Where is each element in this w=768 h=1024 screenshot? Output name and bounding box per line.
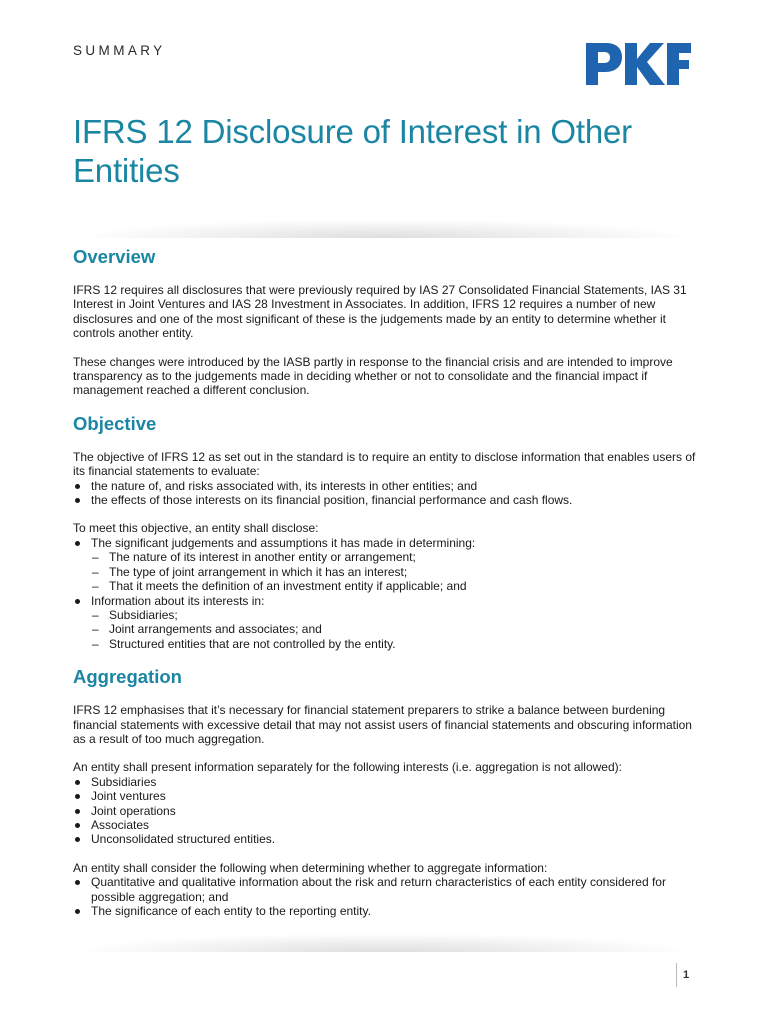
paragraph: These changes were introduced by the IASB partly in response to the financial crisis and are intended to improve transparency as to the judgements made in deciding whether or not to consolidate and the financial impact if management reached a different conclusion. (73, 354, 673, 398)
paragraph: The objective of IFRS 12 as set out in the standard is to require an entity to disclose information that enables users of its financial statements to evaluate: (73, 449, 696, 479)
bullet-list (73, 875, 698, 918)
sub-item-text: That it meets the definition of an investment entity if applicable; and (109, 579, 467, 594)
dash-icon: – (92, 550, 99, 565)
paragraph-gap (73, 746, 698, 760)
header-label: SUMMARY (73, 43, 166, 58)
bullet-dot-icon (75, 498, 80, 503)
bullet-dot-icon (75, 780, 80, 785)
section-heading: Objective (73, 412, 157, 434)
page-number: 1 (683, 969, 690, 981)
bullet-dot-icon (75, 809, 80, 814)
footer-divider-shadow (73, 930, 695, 952)
paragraph-gap (73, 847, 698, 861)
paragraph: An entity shall consider the following when determining whether to aggregate information: (73, 860, 548, 875)
sub-item (91, 637, 698, 651)
sub-list (91, 608, 698, 651)
section-gap (73, 398, 698, 411)
bullet-text: Joint operations (91, 803, 176, 818)
title-divider-shadow (73, 216, 695, 238)
bullet-text: Associates (91, 817, 150, 832)
dash-icon: – (92, 564, 99, 579)
sub-item-text: Subsidiaries; (109, 607, 178, 622)
bullet-dot-icon (75, 484, 80, 489)
bullet-dot-icon (75, 880, 80, 885)
dash-icon: – (92, 636, 99, 651)
section-heading: Aggregation (73, 666, 182, 688)
bullet-text: Unconsolidated structured entities. (91, 832, 276, 847)
bullet-item (73, 479, 698, 493)
sub-item-text: Joint arrangements and associates; and (109, 622, 322, 637)
sub-item-text: Structured entities that are not controlled by the entity. (109, 636, 396, 651)
sub-item (91, 579, 698, 593)
bullet-item (73, 804, 698, 818)
paragraph: An entity shall present information separately for the following interests (i.e. aggregation is not allowed): (73, 760, 622, 775)
sub-item-text: The nature of its interest in another entity or arrangement; (109, 550, 416, 565)
sub-list (91, 550, 698, 593)
bullet-list (73, 479, 698, 508)
dash-icon: – (92, 622, 99, 637)
sub-item (91, 608, 698, 622)
bullet-text: Quantitative and qualitative information about the risk and return characteristics of each entity considered for possible aggregation; and (91, 875, 666, 904)
bullet-item (73, 832, 698, 846)
bullet-list (73, 536, 698, 651)
sub-item (91, 565, 698, 579)
bullet-text: Joint ventures (91, 789, 166, 804)
bullet-dot-icon (75, 794, 80, 799)
document-title: IFRS 12 Disclosure of Interest in Other Entities (73, 113, 632, 189)
bullet-dot-icon (75, 909, 80, 914)
bullet-item (73, 904, 698, 918)
bullet-item (73, 775, 698, 789)
bullet-dot-icon (75, 599, 80, 604)
bullet-item (73, 493, 698, 507)
sub-item (91, 550, 698, 564)
dash-icon: – (92, 579, 99, 594)
bullet-item (73, 594, 698, 652)
bullet-item (73, 789, 698, 803)
bullet-dot-icon (75, 837, 80, 842)
page-number-rule (676, 963, 677, 987)
bullet-text: The significant judgements and assumptions it has made in determining: (91, 535, 476, 550)
heading-gap (73, 690, 698, 703)
bullet-text: the effects of those interests on its financial position, financial performance and cash flows. (91, 493, 573, 508)
paragraph: To meet this objective, an entity shall disclose: (73, 521, 319, 536)
bullet-text: the nature of, and risks associated with, its interests in other entities; and (91, 478, 478, 493)
bullet-text: Information about its interests in: (91, 593, 265, 608)
bullet-item (73, 875, 698, 904)
pkf-logo (584, 41, 692, 87)
section-gap (73, 651, 698, 664)
paragraph-gap (73, 507, 698, 521)
bullet-item (73, 818, 698, 832)
dash-icon: – (92, 607, 99, 622)
bullet-list (73, 775, 698, 847)
bullet-text: The significance of each entity to the reporting entity. (91, 904, 371, 918)
bullet-item (73, 536, 698, 594)
section-heading: Overview (73, 246, 156, 267)
document-body (73, 244, 698, 918)
paragraph: IFRS 12 requires all disclosures that were previously required by IAS 27 Consolidated Financial Statements, IAS 31 Interest in Joint Ventures and IAS 28 Investment in Associates. In addition, IFRS 12 requires a number of new disclosures and one of the most significant of these is the judgements made by an entity to determine whether it controls another entity. (73, 283, 687, 341)
paragraph-gap (73, 341, 698, 355)
sub-item (91, 622, 698, 636)
bullet-dot-icon (75, 823, 80, 828)
sub-item-text: The type of joint arrangement in which it has an interest; (109, 564, 408, 579)
bullet-text: Subsidiaries (91, 774, 157, 789)
bullet-dot-icon (75, 541, 80, 546)
heading-gap (73, 270, 698, 283)
paragraph: IFRS 12 emphasises that it’s necessary for financial statement preparers to strike a balance between burdening financial statements with excessive detail that may not assist users of financial statements and obscuring information as a result of too much aggregation. (73, 703, 692, 746)
heading-gap (73, 437, 698, 450)
